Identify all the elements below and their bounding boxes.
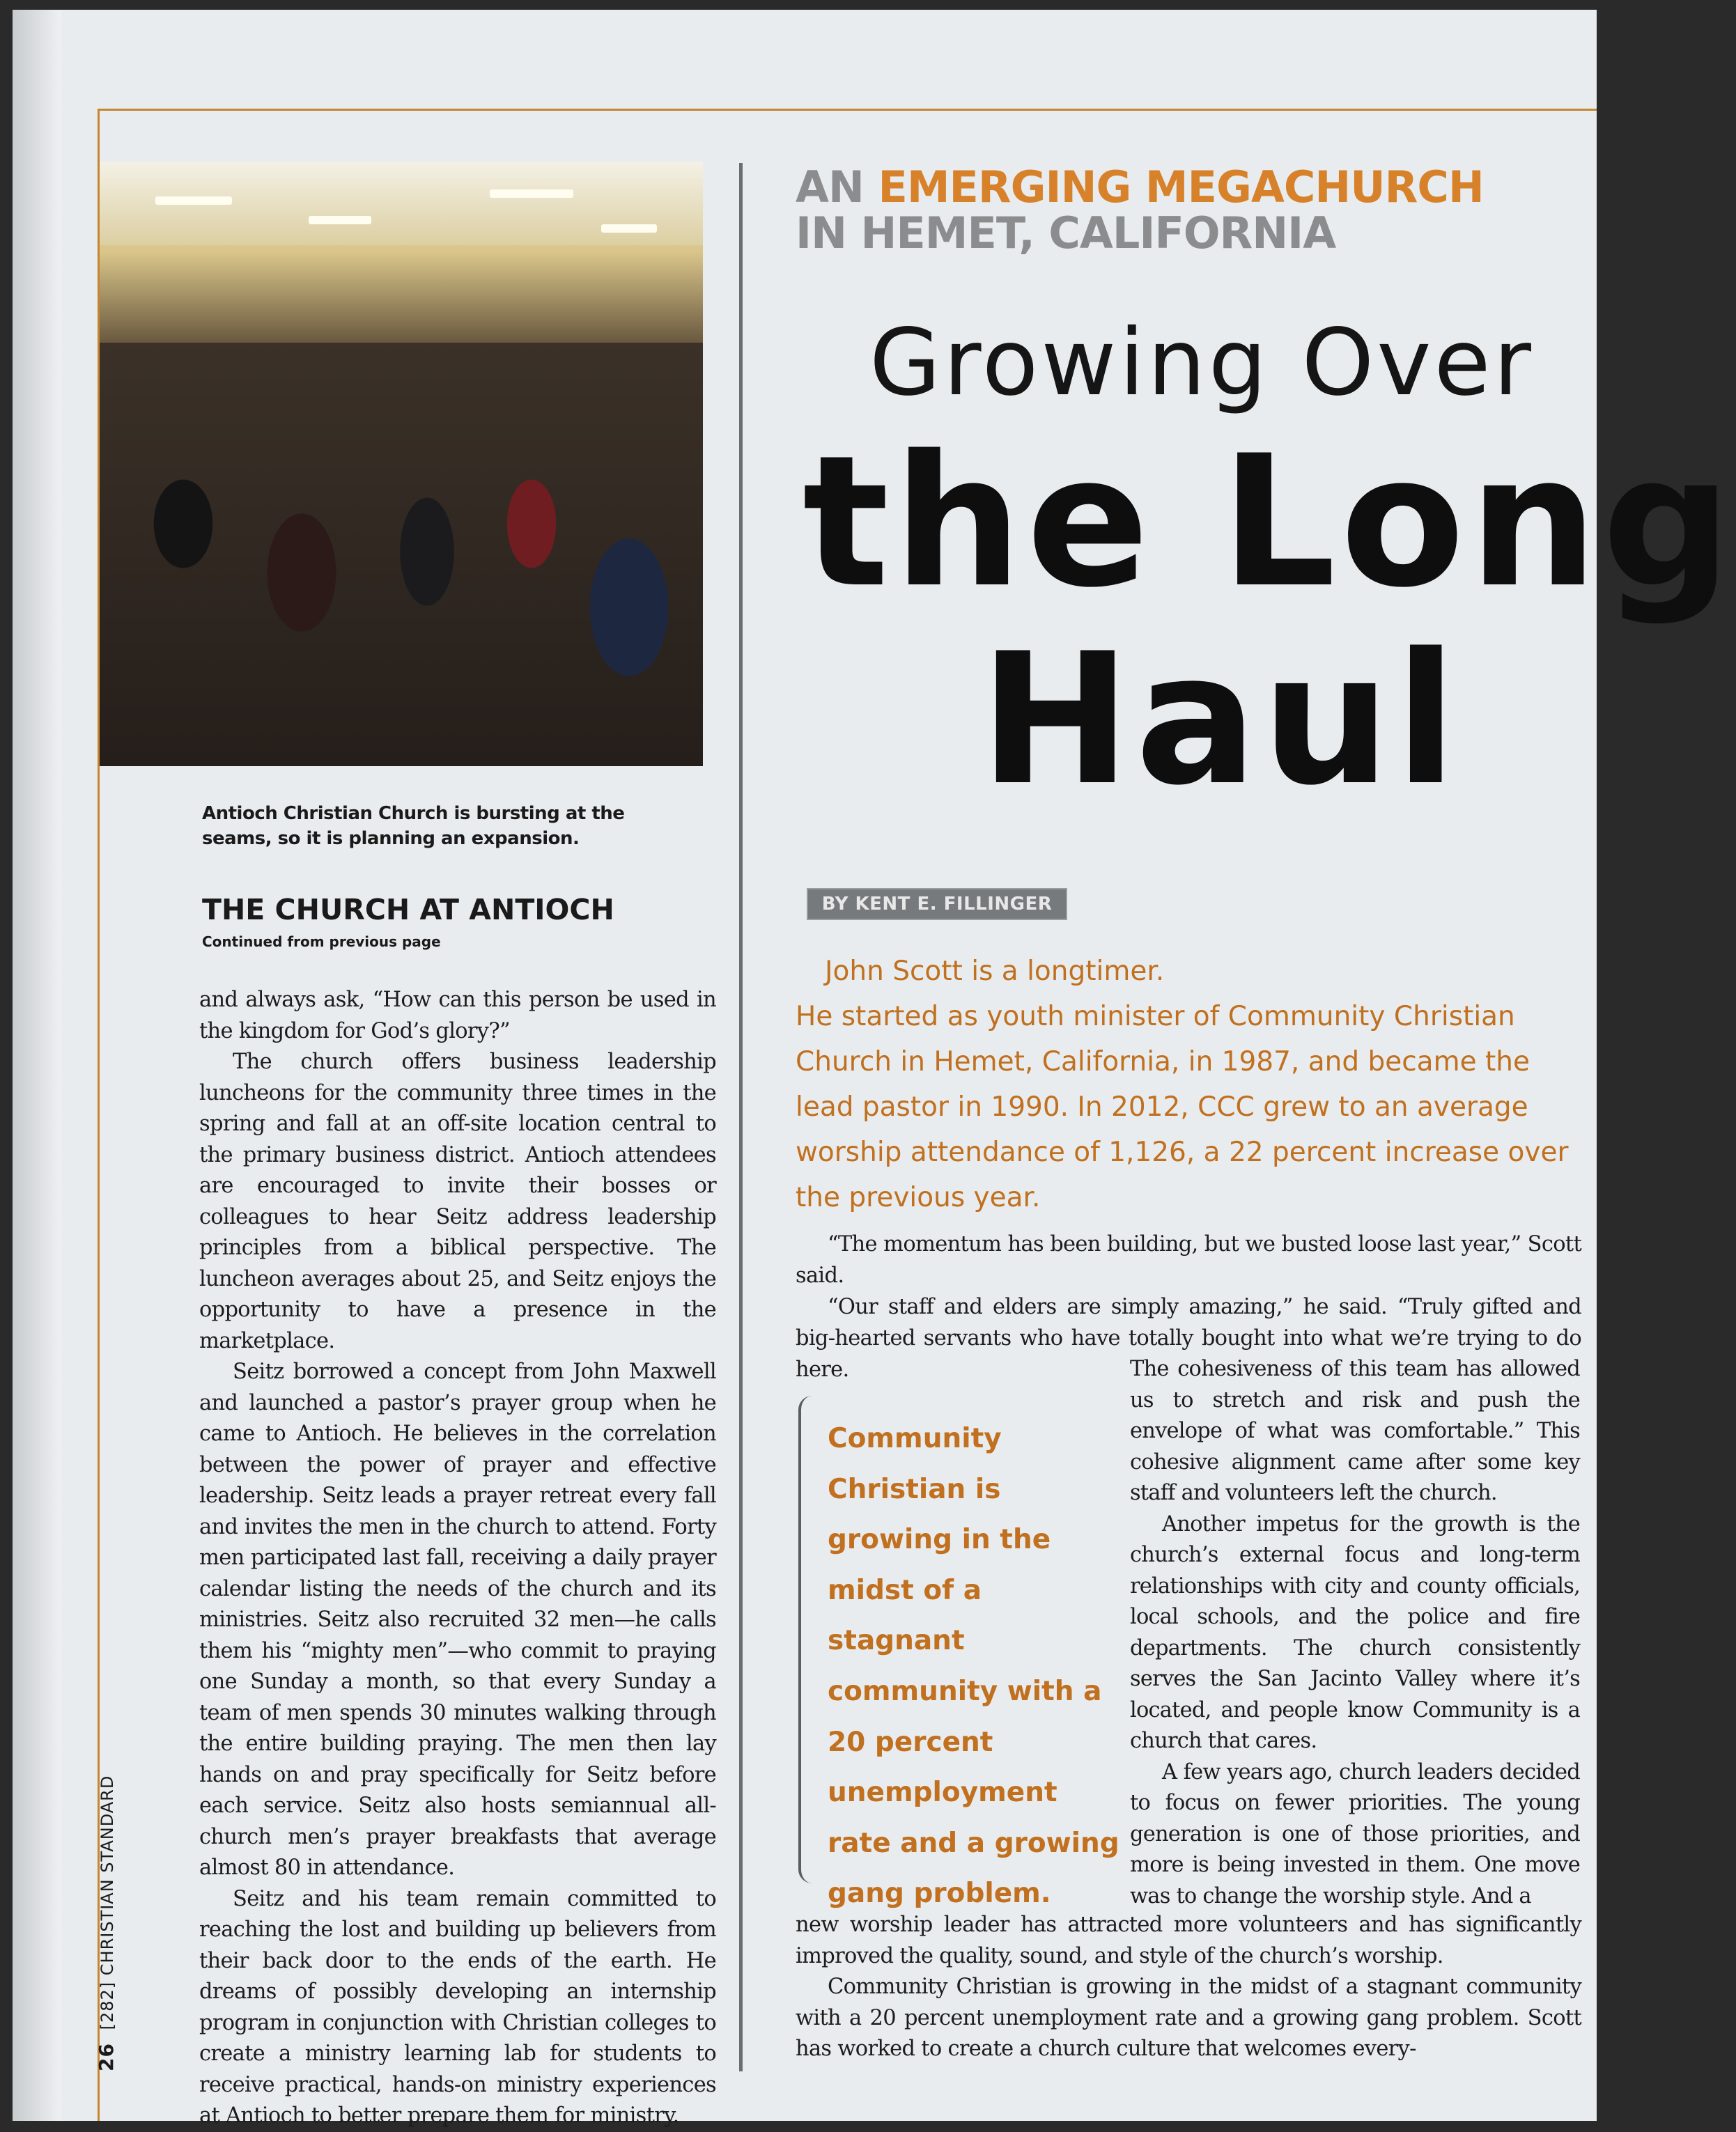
photo-ceiling-light (490, 189, 573, 198)
pullquote: Community Christian is growing in the midst of a stagnant community with a 20 percent unemployment rate and a growing gang problem. (828, 1423, 1119, 1910)
headline-line-3: Haul (979, 615, 1462, 825)
lede-text: He started as youth minister of Community Christian Church in Hemet, California, in 1987, and became the lead pastor in 1990. In 2012, CCC grew to an average worship attendance of 1,126, a 22 percent increase over the previous year. (796, 1001, 1569, 1213)
lede-line: John Scott is a longtimer. (825, 956, 1165, 987)
paragraph: “The momentum has been building, but we busted loose last year,” Scott said. (796, 1232, 1581, 1288)
photo-ceiling-light (601, 224, 657, 233)
page-number: 26 (95, 2043, 118, 2071)
feature-kicker (796, 164, 1484, 256)
column-divider (739, 163, 743, 2071)
byline: BY KENT E. FILLINGER (807, 888, 1067, 920)
magazine-page (13, 10, 1736, 2128)
paragraph: The cohesiveness of this team has allowed us to stretch and risk and push the envelope of what was comfortable.” This cohesive alignment came after some key staff and volunteers left the church. (1130, 1357, 1580, 1505)
lede (796, 949, 1590, 1220)
kicker-prefix: AN (796, 162, 878, 212)
feature-body-bottom (796, 1910, 1581, 2065)
paragraph: The church offers business leadership luncheons for the community three times in the spring and fall at an off-site location central to the primary business district. Antioch attendees are encouraged to invite their bosses or colleagues to hear Seitz address leadership principles from a biblical perspective. The luncheon averages about 25, and Seitz enjoys the opportunity to have a presence in the marketplace. (199, 1050, 716, 1353)
paragraph: and always ask, “How can this person be used in the kingdom for God’s glory?” (199, 988, 716, 1043)
frame-rule-top (98, 109, 1597, 111)
continued-note: Continued from previous page (202, 933, 441, 950)
kicker-highlight: EMERGING MEGACHURCH (878, 162, 1484, 212)
folio-label: [282] CHRISTIAN STANDARD (98, 1775, 117, 2030)
headline-line-2: the Long (803, 417, 1736, 628)
photo-ceiling-light (309, 216, 371, 224)
pullquote-bracket (798, 1396, 816, 1883)
headline-line-1: Growing Over (869, 309, 1534, 417)
section-title: THE CHURCH AT ANTIOCH (202, 893, 614, 926)
paragraph: Another impetus for the growth is the church’s external focus and long-term relationships with city and county officials, local schools, and the police and fire departments. The church consistently serves the San Jacinto Valley where it’s located, and people know Community is a church that cares. (1130, 1511, 1580, 1753)
photo-caption: Antioch Christian Church is bursting at the seams, so it is planning an expansion. (202, 803, 625, 849)
church-crowd-photo (100, 162, 703, 766)
paragraph: new worship leader has attracted more volunteers and has significantly improved the quality, sound, and style of the church’s worship. (796, 1913, 1581, 1968)
paragraph: A few years ago, church leaders decided to focus on fewer priorities. The young generation is one of those priorities, and more is being invested in them. One move was to change the worship style. And a (1130, 1759, 1580, 1908)
paragraph: Seitz and his team remain committed to reaching the lost and building up believers from their back door to the ends of the earth. He dreams of possibly developing an internship program in conjunction with Christian colleges to create a ministry learning lab for students to receive practical, hands-on ministry experiences at Antioch to better prepare them for ministry. (199, 1886, 716, 2128)
page-spine-shadow (13, 10, 61, 2121)
page-folio (95, 1775, 118, 2071)
feature-body-column (1130, 1354, 1580, 1912)
paragraph: “Our staff and elders are simply amazing,” he said. “Truly gifted and big-hearted servants who have totally bought into what we’re trying to do here. (796, 1295, 1581, 1382)
paragraph: Community Christian is growing in the midst of a stagnant community with a 20 percent unemployment rate and a growing gang problem. Scott has worked to create a church culture that welcomes every- (796, 1975, 1581, 2061)
paragraph: Seitz borrowed a concept from John Maxwell and launched a pastor’s prayer group when he came to Antioch. He believes in the correlation between the power of prayer and effective leadership. Seitz leads a prayer retreat every fall and invites the men in the church to attend. Forty men participated last fall, receiving a daily prayer calendar listing the needs of the church and its ministries. Seitz also recruited 32 men—he calls them his “mighty men”—who commit to praying one Sunday a month, so that every Sunday a team of men spends 30 minutes walking through the entire building praying. The men then lay hands on and pray specifically for Seitz before each service. Seitz also hosts semiannual all-church men’s prayer breakfasts that average almost 80 in attendance. (199, 1360, 716, 1880)
photo-crowd (100, 343, 703, 766)
left-article-body (199, 985, 716, 2132)
photo-ceiling-light (155, 196, 232, 205)
kicker-location: IN HEMET, CALIFORNIA (796, 208, 1336, 258)
